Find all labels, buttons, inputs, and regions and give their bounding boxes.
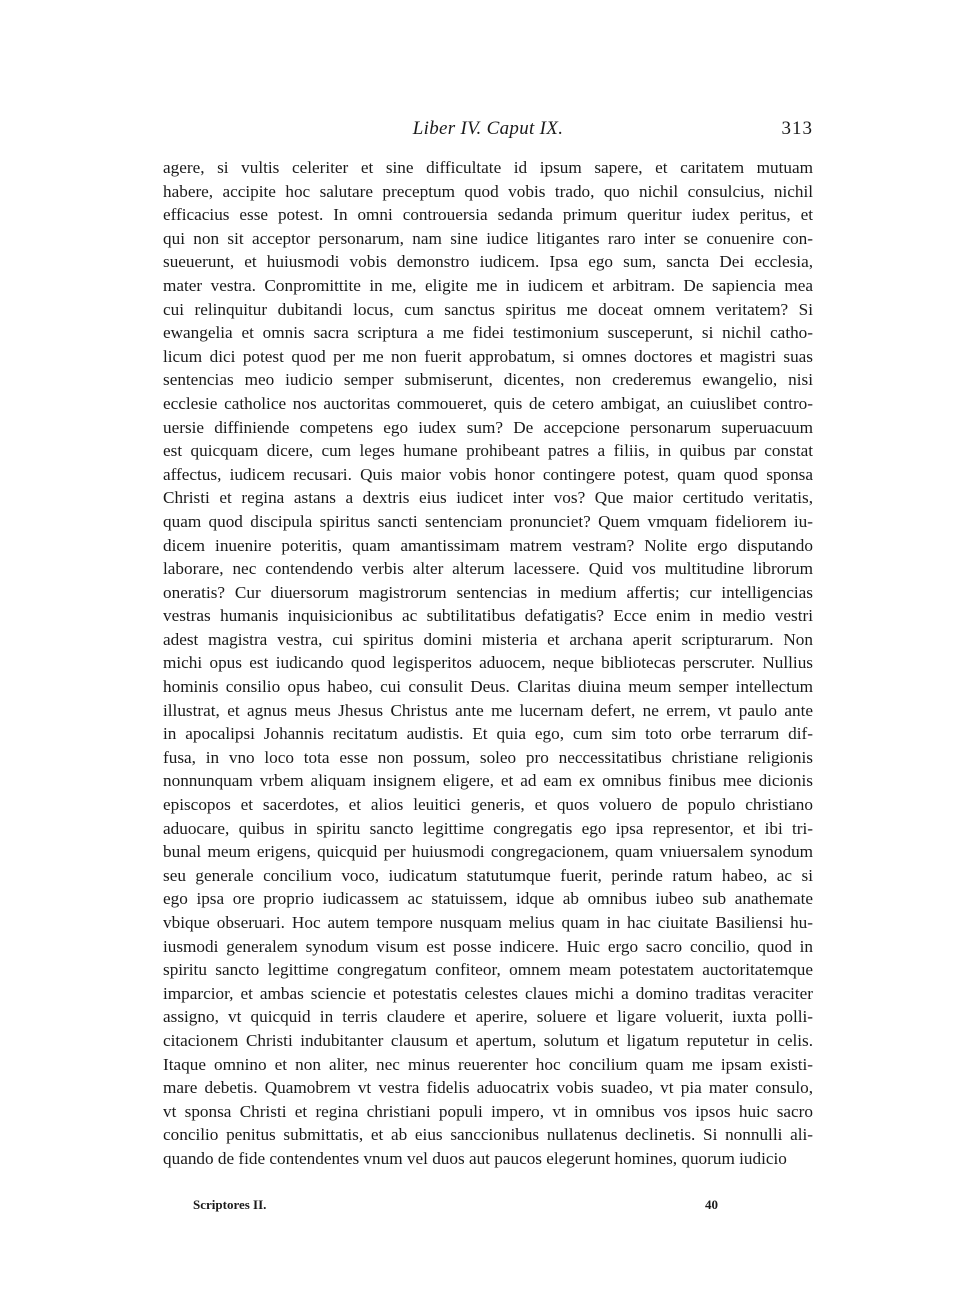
text-line: licum dici potest quod per me non fuerit approbatum, si omnes doctores et magistri suas	[163, 346, 813, 366]
text-line: bunal meum erigens, quicquid per huiusmodi congregacionem, quam vniuersalem synodum	[163, 842, 813, 862]
text-line: affectus, iudicem recusari. Quis maior vobis honor contingere potest, quam quod sponsa	[163, 464, 813, 484]
text-line: cui relinquitur dubitandi locus, cum sanctus spiritus me doceat omnem veritatem? Si	[163, 299, 813, 319]
body-text	[163, 156, 813, 1171]
text-line: mare debetis. Quamobrem vt vestra fidelis aduocatrix vobis suadeo, vt pia mater consulo,	[163, 1078, 813, 1098]
sheet-number: 40	[705, 1197, 718, 1212]
text-line: ewangelia et omnis sacra scriptura a me fidei testimonium susceperunt, si nichil catho-	[163, 323, 813, 343]
signature-mark: Scriptores II.	[193, 1197, 267, 1212]
text-line: concilio penitus submittatis, et ab eius sanccionibus nullatenus declinetis. Si nonnulli ali-	[163, 1125, 813, 1145]
text-line: ecclesie catholice nos auctoritas commoueret, quis de cetero ambigat, an cuiuslibet contro-	[163, 393, 813, 413]
text-line: habere, accipite hoc salutare preceptum quod vobis trado, quo nichil consulcius, nichil	[163, 181, 813, 201]
text-line: qui non sit acceptor personarum, nam sine iudice litigantes raro inter se conuenire con-	[163, 228, 813, 248]
text-line: nonnunquam vrbem aliquam insignem eligere, et ad eam ex omnibus finibus mee dicionis	[163, 771, 813, 791]
text-line: uersie diffiniende competens ego iudex sum? De accepcione personarum superuacuum	[163, 417, 813, 437]
text-line: spiritu sancto legittime congregatum confiteor, omnem meam potestatem auctoritatemque	[163, 960, 813, 980]
text-line: quam quod discipula spiritus sancti sentenciam pronunciet? Quem vmquam fideliorem iu-	[163, 511, 813, 531]
text-line: adest magistra vestra, cui spiritus domini misteria et archana aperit scripturarum. Non	[163, 629, 813, 649]
text-line: Itaque omnino et non aliter, nec minus reuerenter hoc concilium quam me ipsam existi-	[163, 1054, 813, 1074]
text-line: laborare, nec contendendo verbis alter alterum lacessere. Quid vos multitudine librorum	[163, 559, 813, 579]
text-line: iusmodi generalem synodum visum est posse indicere. Huic ergo sacro concilio, quod in	[163, 936, 813, 956]
text-line: efficacius esse potest. In omni controuersia sedanda primum queritur iudex peritus, et	[163, 205, 813, 225]
text-line: hominis consilio opus habeo, cui consulit Deus. Claritas diuina meum semper intellectum	[163, 677, 813, 697]
text-line: assigno, vt quicquid in terris claudere et aperire, soluere et ligare voluerit, iuxta polli-	[163, 1007, 813, 1027]
text-line: agere, si vultis celeriter et sine difficultate id ipsum sapere, et caritatem mutuam	[163, 158, 813, 177]
text-line: citacionem Christi indubitanter clausum et apertum, solutum et ligatum reputetur in celis.	[163, 1030, 813, 1050]
text-line: illustrat, et agnus meus Jhesus Christus ante me lucernam defert, ne errem, vt paulo ante	[163, 700, 813, 720]
text-line: vt sponsa Christi et regina christiani populi impero, vt in omnibus vos ipsos huic sacro	[163, 1101, 813, 1121]
text-line: vestras humanis inquisicionibus ac subtilitatibus defatigatis? Ecce enim in medio vestri	[163, 606, 813, 626]
page-footer	[163, 1197, 813, 1217]
text-line: oneratis? Cur diuersorum magistrorum sentencias in medium affertis; cur intelligencias	[163, 582, 813, 602]
running-title: Liber IV. Caput IX.	[412, 118, 564, 139]
text-line: episcopos et sacerdotes, et alios leuitici generis, et quos voluero de populo christiano	[163, 795, 813, 815]
text-line: sueuerunt, et huiusmodi vobis demonstro iudicem. Ipsa ego sum, sancta Dei ecclesia,	[163, 252, 813, 272]
text-line: Christi et regina astans a dextris eius iudicet inter vos? Que maior certitudo veritatis,	[163, 488, 813, 508]
text-line: ego ipsa ore proprio iudicassem ac statuissem, idque ab omnibus iubeo sub anathemate	[163, 889, 813, 909]
text-line: imparcior, et ambas sciencie et potestatis celestes claues michi a domino traditas veraciter	[163, 983, 813, 1003]
text-line: seu generale concilium voco, iudicatum statutumque fuerit, perinde ratum habeo, ac si	[163, 865, 813, 885]
text-line: mater vestra. Conpromittite in me, eligite me in iudicem et arbitram. De sapiencia mea	[163, 275, 813, 295]
text-line: michi opus est iudicando quod legisperitos aduocem, neque bibliotecas perscruter. Nullius	[163, 653, 813, 673]
text-line: fusa, in vno loco tota esse non possum, soleo pro neccessitatibus christiane religionis	[163, 747, 813, 767]
page-header	[163, 118, 813, 148]
text-line: quando de fide contendentes vnum vel duos aut paucos elegerunt homines, quorum iudicio	[163, 1148, 787, 1168]
text-line: aduocare, quibus in spiritu sancto legittime congregatis ego ipsa representor, et ibi tri-	[163, 818, 813, 838]
text-line: est quicquam dicere, cum leges humane prohibeant patres a filiis, in quibus par constat	[163, 441, 813, 461]
text-line: in apocalipsi Johannis recitatum audistis. Et quia ego, cum sim toto orbe terrarum dif-	[163, 724, 813, 744]
text-line: sentencias meo iudicio semper submiserunt, dicentes, non crederemus ewangelio, nisi	[163, 370, 813, 390]
page-number: 313	[781, 118, 813, 139]
text-line: dicem inuenire poteritis, quam amantissimam matrem vestram? Nolite ergo disputando	[163, 535, 813, 555]
text-line: vbique obseruari. Hoc autem tempore nusquam melius quam in hac ciuitate Basiliensi hu-	[163, 913, 813, 932]
